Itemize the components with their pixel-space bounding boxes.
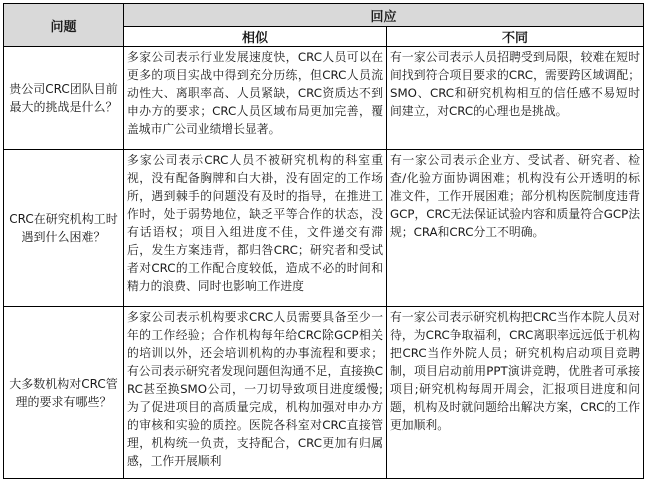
table-row (4, 150, 644, 307)
header-different: 不同 (387, 27, 644, 47)
similar-cell: 多家公司表示CRC人员不被研究机构的科室重视，没有配备胸牌和白大褂，没有固定的工作场所，遇到棘手的问题没有及时的指导，在推进工作时，处于弱势地位，缺乏平等合作的状态，没有话语权；项目入组进度不佳，文件递交有滞后，发生方案违背，都归咎CRC；研究者和受试者对CRC的工作配合度较低，造成不必的时间和精力的浪费、同时也影响工作进度 (124, 150, 387, 307)
question-cell: CRC在研究机构工时遇到什么困难？ (4, 150, 124, 307)
table-row (4, 47, 644, 150)
comparison-table (3, 3, 644, 479)
header-response: 回应 (124, 4, 644, 27)
similar-cell: 多家公司表示机构要求CRC人员需要具备至少一年的工作经验；合作机构每年给CRC除GCP相关的培训以外，还会培训机构的办事流程和要求；有公司表示研究者发现问题但沟通不足，直接换CRC甚至换SMO公司，一刀切导致项目进度缓慢;为了促进项目的高质量完成，机构加强对申办方的审核和实验的质控。医院各科室对CRC直接管理，机构统一负责，支持配合，CRC更加有归属感，工作开展顺利 (124, 307, 387, 479)
different-cell: 有一家公司表示企业方、受试者、研究者、检查/化验方面协调困难；机构没有公开透明的标准文件，工作开展困难；部分机构医院制度违背GCP，CRC无法保证试验内容和质量符合GCP法规；CRA和CRC分工不明确。 (387, 150, 644, 307)
header-question: 问题 (4, 4, 124, 47)
table-row (4, 307, 644, 479)
different-cell: 有一家公司表示研究机构把CRC当作本院人员对待，为CRC争取福利，CRC离职率远远低于机构把CRC当作外院人员；研究机构启动项目竞聘制，项目启动前用PPT演讲竞聘，优胜者可承接项目;研究机构每周开周会，汇报项目进度和问题，机构及时就问题给出解决方案，CRC的工作更加顺利。 (387, 307, 644, 479)
comparison-table-wrapper (3, 3, 643, 473)
question-cell: 贵公司CRC团队目前最大的挑战是什么？ (4, 47, 124, 150)
question-cell: 大多数机构对CRC管理的要求有哪些？ (4, 307, 124, 479)
header-row-1 (4, 4, 644, 27)
header-similar: 相似 (124, 27, 387, 47)
different-cell: 有一家公司表示人员招聘受到局限，较难在短时间找到符合项目要求的CRC，需要跨区域调配；SMO、CRC和研究机构相互的信任感不易短时间建立，对CRC的心理也是挑战。 (387, 47, 644, 150)
similar-cell: 多家公司表示行业发展速度快，CRC人员可以在更多的项目实战中得到充分历练，但CRC人员流动性大、离职率高、人员紧缺，CRC资质达不到申办方的要求；CRC人员区域布局更加完善，覆盖城市广公司业绩增长显著。 (124, 47, 387, 150)
